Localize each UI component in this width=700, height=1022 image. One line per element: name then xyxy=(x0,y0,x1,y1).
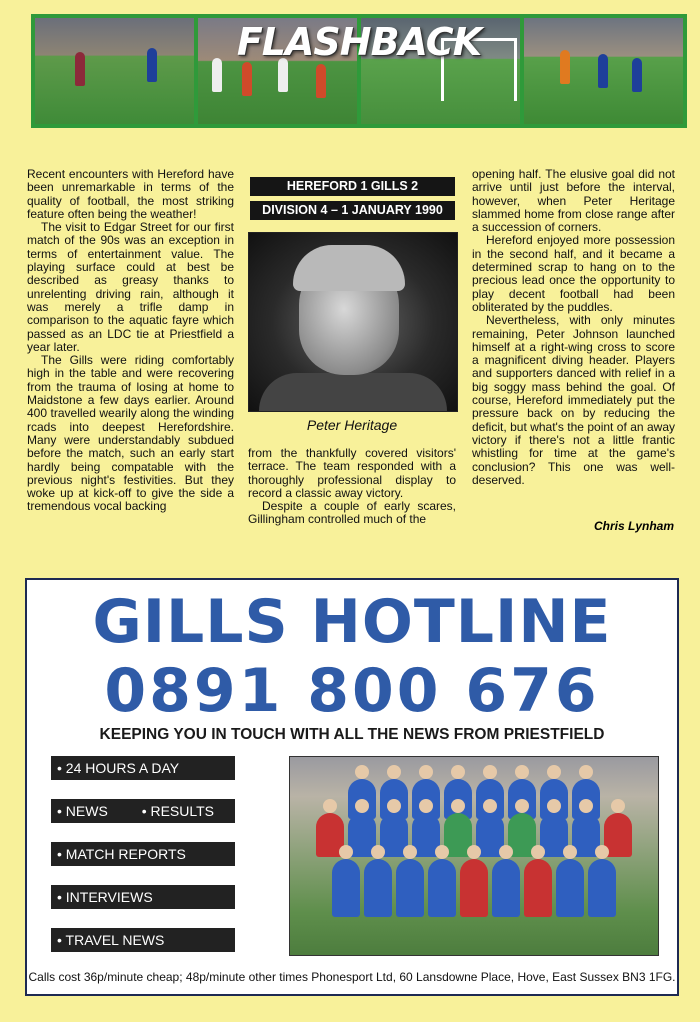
article-column-3 xyxy=(472,168,675,487)
hotline-phone-number: 0891 800 676 xyxy=(104,656,600,726)
article-column-2 xyxy=(248,447,456,527)
author-credit: Chris Lynham xyxy=(593,519,674,533)
ad-tagline: KEEPING YOU IN TOUCH WITH ALL THE NEWS FROM PRIESTFIELD xyxy=(99,726,605,743)
feature-label: • NEWS xyxy=(57,803,108,819)
feature-label: • 24 HOURS A DAY xyxy=(57,760,180,776)
feature-label: • RESULTS xyxy=(141,803,215,819)
portrait-caption: Peter Heritage xyxy=(306,417,398,433)
paragraph: from the thankfully covered visitors' terrace. The team responded with a thoroughly professional display to record a classic away victory. xyxy=(248,446,456,500)
banner-title: FLASHBACK xyxy=(236,20,482,64)
feature-news-results xyxy=(51,799,235,823)
feature-24-hours xyxy=(51,756,235,780)
feature-interviews xyxy=(51,885,235,909)
feature-match-reports xyxy=(51,842,235,866)
ad-title: GILLS HOTLINE xyxy=(92,587,612,657)
feature-label: • MATCH REPORTS xyxy=(57,846,186,862)
article-column-1 xyxy=(27,168,234,514)
match-result-header: HEREFORD 1 GILLS 2 xyxy=(250,177,455,196)
feature-travel-news xyxy=(51,928,235,952)
paragraph: The visit to Edgar Street for our first match of the 90s was an exception in terms of entertainment value. The playing surface could at best be described as greasy thanks to unrelenting driving rain, although it was merely a trifle damp in comparison to the aquatic fayre which passed as an LDC tie at Priestfield a year later. xyxy=(27,220,234,354)
paragraph: Nevertheless, with only minutes remaining, Peter Johnson launched himself at a right-wing cross to score a magnificent diving header. Players and supporters danced with relief in a big soggy mass behind the goal. Of course, Hereford immediately put the pressure back on by reducing the deficit, but what's the point of an away victory if there's not a little frantic whistling for time at the game's conclusion? This one was well-deserved. xyxy=(472,313,675,487)
paragraph: Despite a couple of early scares, Gillingham controlled much of the xyxy=(248,499,456,527)
paragraph: Recent encounters with Hereford have been unremarkable in terms of the quality of football, the most striking feature often being the weather! xyxy=(27,167,234,221)
team-photo xyxy=(289,756,659,956)
fixture-header: DIVISION 4 – 1 JANUARY 1990 xyxy=(250,201,455,220)
ad-footer: Calls cost 36p/minute cheap; 48p/minute other times Phonesport Ltd, 60 Lansdowne Place, Hove, East Sussex BN3 1FG. xyxy=(28,970,676,984)
paragraph: opening half. The elusive goal did not arrive until just before the interval, however, when Peter Heritage slammed home from close range after a succession of corners. xyxy=(472,167,675,235)
player-portrait xyxy=(248,232,458,412)
paragraph: The Gills were riding comfortably high in the table and were recovering from the trauma of losing at home to Maidstone a few days earlier. Around 400 travelled wearily along the winding rcads into deepest Herefordshire. Many were understandably subdued before the match, such an early start hardly being compatable with the previous night's festivities. But they woke up at kick-off to give the side a tremendous vocal backing xyxy=(27,353,234,514)
feature-label: • INTERVIEWS xyxy=(57,889,153,905)
hotline-advert xyxy=(25,578,679,996)
flashback-banner xyxy=(31,14,687,128)
paragraph: Hereford enjoyed more possession in the second half, and it became a determined scrap to hang on to the precious lead once the opportunity to play decent football had been obliterated by the puddles. xyxy=(472,233,675,314)
feature-label: • TRAVEL NEWS xyxy=(57,932,165,948)
